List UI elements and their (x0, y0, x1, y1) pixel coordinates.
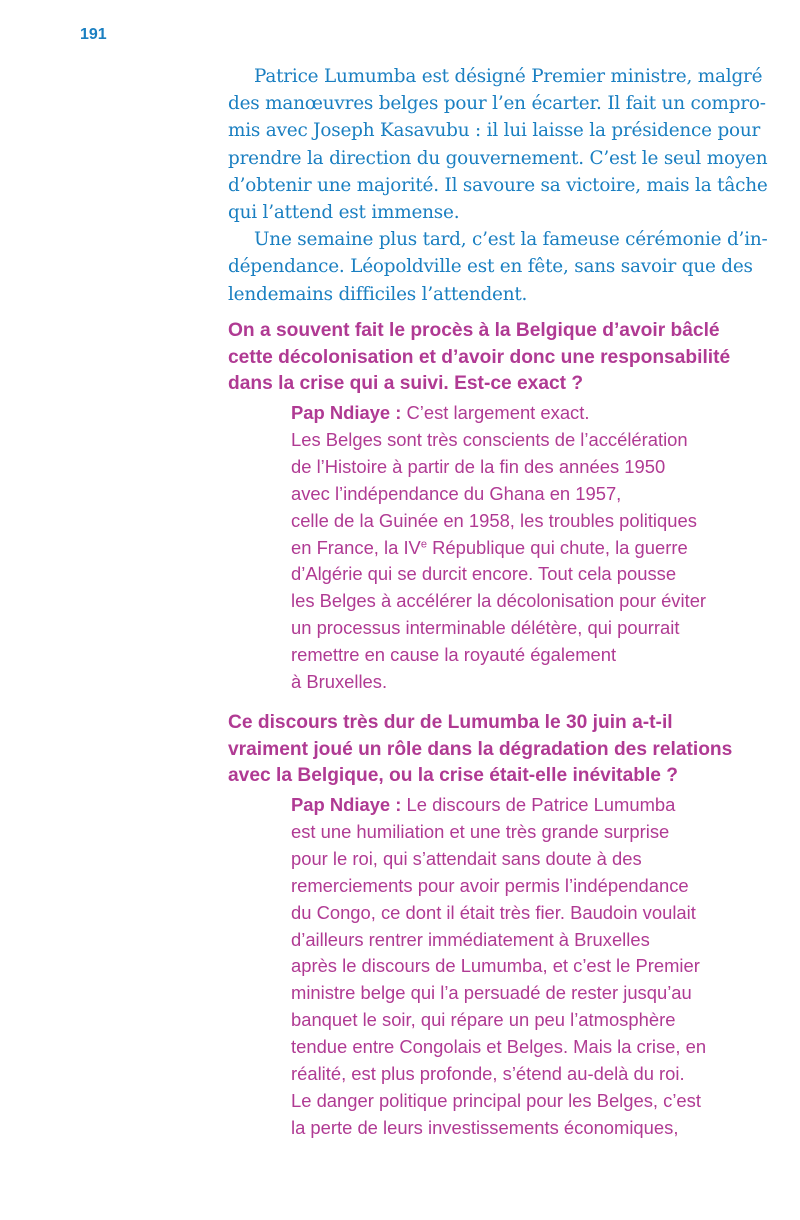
answer-line: à Bruxelles. (291, 671, 388, 693)
narrative-line: Une semaine plus tard, c’est la fameuse cérémonie d’in- (254, 229, 768, 251)
answer-line: avec l’indépendance du Ghana en 1957, (291, 482, 622, 504)
answer-line: après le discours de Lumumba, et c’est le Premier (291, 955, 700, 977)
answer-line (291, 400, 761, 427)
narrative-line: lendemains difficiles l’attendent. (228, 283, 528, 305)
narrative-line: mis avec Joseph Kasavubu : il lui laisse la présidence pour (228, 120, 761, 142)
question-line: On a souvent fait le procès à la Belgique d’avoir bâclé (228, 320, 720, 341)
answer-line: un processus interminable délétère, qui pourrait (291, 617, 680, 639)
answer-line: Le danger politique principal pour les Belges, c’est (291, 1089, 701, 1111)
narrative-line: des manœuvres belges pour l’en écarter. Il fait un compro- (228, 93, 766, 115)
narrative-line: prendre la direction du gouvernement. C’est le seul moyen (228, 147, 768, 169)
answer-line: du Congo, ce dont il était très fier. Baudoin voulait (291, 901, 696, 923)
question-line: avec la Belgique, ou la crise était-elle inévitable ? (228, 765, 679, 786)
answer-line: d’ailleurs rentrer immédiatement à Bruxelles (291, 928, 650, 950)
interview-question (228, 710, 758, 790)
answer-line (291, 535, 761, 562)
answer-line: d’Algérie qui se durcit encore. Tout cela pousse (291, 563, 677, 585)
superscript: e (420, 537, 427, 550)
answer-line: remerciements pour avoir permis l’indépendance (291, 874, 689, 896)
speaker-name: Pap Ndiaye : (291, 402, 402, 423)
answer-text: Le discours de Patrice Lumumba (401, 794, 676, 815)
answer-line: les Belges à accélérer la décolonisation pour éviter (291, 590, 707, 612)
answer-line: pour le roi, qui s’attendait sans doute à des (291, 847, 642, 869)
answer-text: en France, la IV (291, 536, 421, 558)
narrative-line: Patrice Lumumba est désigné Premier ministre, malgré (254, 66, 763, 87)
answer-line: celle de la Guinée en 1958, les troubles politiques (291, 509, 697, 531)
answer-line (291, 792, 761, 819)
answer-line: réalité, est plus profonde, s’étend au-delà du roi. (291, 1063, 685, 1085)
answer-text: C’est largement exact. (401, 402, 590, 423)
answer-line: de l’Histoire à partir de la fin des années 1950 (291, 455, 666, 477)
answer-line: ministre belge qui l’a persuadé de rester jusqu’au (291, 982, 692, 1004)
answer-line: banquet le soir, qui répare un peu l’atmosphère (291, 1009, 676, 1031)
question-line: vraiment joué un rôle dans la dégradation des relations (228, 738, 733, 760)
interview-answer (291, 792, 761, 1142)
answer-line: tendue entre Congolais et Belges. Mais la crise, en (291, 1036, 707, 1058)
question-line: cette décolonisation et d’avoir donc une responsabilité (228, 346, 731, 368)
answer-text: République qui chute, la guerre (426, 536, 688, 558)
narrative-line: dépendance. Léopoldville est en fête, sans savoir que des (228, 256, 753, 278)
answer-line: Les Belges sont très conscients de l’accélération (291, 428, 688, 450)
narrative-text (228, 63, 768, 308)
question-line: Ce discours très dur de Lumumba le 30 juin a-t-il (228, 712, 673, 733)
narrative-line: d’obtenir une majorité. Il savoure sa victoire, mais la tâche (228, 174, 768, 196)
answer-line: remettre en cause la royauté également (291, 644, 617, 666)
speaker-name: Pap Ndiaye : (291, 794, 402, 815)
page-number: 191 (80, 26, 107, 43)
answer-line: la perte de leurs investissements économiques, (291, 1116, 679, 1138)
question-line: dans la crise qui a suivi. Est-ce exact ? (228, 373, 584, 394)
interview-question (228, 318, 758, 398)
narrative-line: qui l’attend est immense. (228, 202, 460, 224)
interview-answer (291, 400, 761, 696)
answer-line: est une humiliation et une très grande surprise (291, 820, 670, 842)
